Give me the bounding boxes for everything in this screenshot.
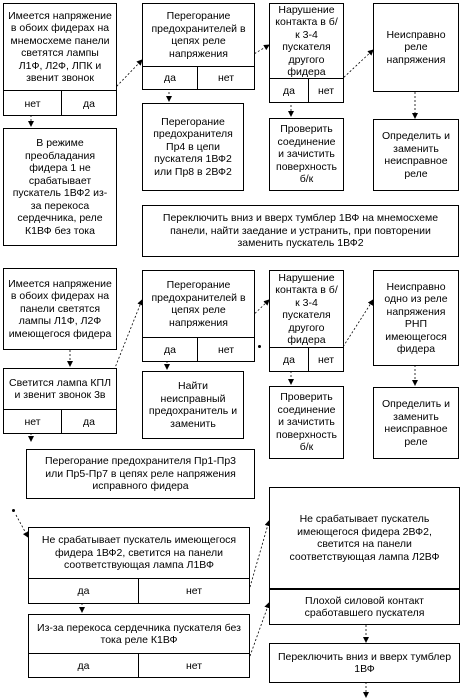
bottom-right-3-box (269, 643, 460, 683)
top-condition-3-no: нет (308, 78, 343, 102)
top-result-3-box (269, 118, 344, 191)
top-action-box (142, 205, 459, 257)
top-result-1-text: В режиме преобладания фидера 1 не срабатывает пускатель 1ВФ2 из-за перекоса сердечника, реле К1ВФ без тока (12, 137, 108, 237)
bottom-starter-no: нет (138, 578, 249, 603)
mid-condition-3-yes: да (270, 347, 308, 371)
mid-result-1-yes: да (61, 409, 116, 433)
bottom-fuse-box (26, 449, 255, 499)
top-condition-1-box (3, 3, 117, 116)
top-condition-2-yes: да (143, 66, 197, 89)
top-result-4-text: Определить и заменить неисправное реле (382, 130, 450, 180)
top-condition-3-box (269, 3, 344, 103)
mid-condition-2-yes: да (143, 337, 197, 361)
mid-result-3-box (269, 386, 344, 459)
bottom-core-yes: да (29, 653, 138, 677)
top-condition-2-box (142, 3, 255, 90)
mid-condition-4-text: Неисправно одно из реле напряжения РНП имеющегося фидера (384, 280, 448, 355)
mid-condition-2-text: Перегорание предохранителей в цепях реле напряжения (151, 279, 246, 329)
mid-condition-3-no: нет (308, 347, 343, 371)
top-result-1-box (3, 128, 117, 246)
mid-condition-2-box (142, 270, 255, 362)
top-action-text: Переключить вниз и вверх тумблер 1ВФ на мнемосхеме панели, найти заедание и устранить, при повторении заменить пускатель 1ВФ2 (162, 212, 439, 250)
top-condition-1-yes: да (61, 90, 116, 116)
bottom-fuse-text: Перегорание предохранителя Пр1-Пр3 или Пр5-Пр7 в цепях реле напряжения исправного фидера (44, 455, 237, 493)
bottom-right-2-text: Плохой силовой контакт сработавшего пускателя (304, 594, 425, 619)
junction-dot (258, 345, 261, 348)
top-condition-3-yes: да (270, 78, 308, 102)
mid-result-4-box (373, 387, 459, 459)
mid-result-1-no: нет (4, 409, 61, 433)
bottom-core-text: Из-за перекоса сердечника пускателя без тока реле К1ВФ (37, 621, 241, 646)
top-condition-1-text: Имеется напряжение в обоих фидерах на мнемосхеме панели светятся лампы Л1Ф, Л2Ф, ЛПК и звенит звонок (8, 9, 112, 84)
mid-condition-3-box (269, 270, 344, 372)
mid-condition-2-no: нет (197, 337, 254, 361)
mid-result-2-box (142, 371, 244, 439)
mid-condition-3-text: Нарушение контакта в б/к 3-4 пускателя другого фидера (275, 271, 338, 346)
bottom-right-3-text: Переключить вниз и вверх тумблер 1ВФ (277, 650, 452, 675)
mid-result-1-box (3, 368, 117, 434)
top-result-4-box (373, 119, 459, 191)
bottom-starter-text: Не срабатывает пускатель имеющегося фидера 1ВФ2, светится на панели соответствующая лампа Л1ВФ (41, 534, 237, 572)
bottom-starter-yes: да (29, 578, 138, 603)
bottom-core-box (28, 614, 250, 678)
top-result-2-text: Перегорание предохранителя Пр4 в цепи пускателя 1ВФ2 или Пр8 в 2ВФ2 (153, 115, 233, 178)
bottom-right-1-text: Не срабатывает пускатель имеющегося фидера 2ВФ2, светится на панели соответствующая лампа Л2ВФ (289, 513, 440, 563)
bottom-right-2-box (269, 589, 460, 625)
top-result-2-box (142, 103, 244, 191)
top-condition-1-no: нет (4, 90, 61, 116)
mid-condition-1-box (3, 268, 117, 350)
bottom-starter-box (28, 527, 250, 604)
top-condition-2-text: Перегорание предохранителей в цепях реле напряжения (151, 10, 246, 60)
mid-condition-1-text: Имеется напряжение в обоих фидерах на панели светятся лампы Л1Ф, Л2Ф имеющегося фидера (8, 277, 112, 340)
mid-result-2-text: Найти неисправный предохранитель и заменить (148, 380, 238, 430)
junction-dot (12, 509, 15, 512)
top-condition-2-no: нет (197, 66, 254, 89)
mid-result-3-text: Проверить соединение и зачистить поверхность б/к (276, 391, 337, 454)
mid-condition-4-box (373, 270, 459, 366)
top-condition-4-box (373, 3, 459, 92)
mid-result-1-text: Светится лампа КПЛ и звенит звонок 3в (9, 376, 111, 401)
bottom-right-1-box (269, 487, 460, 589)
mid-result-4-text: Определить и заменить неисправное реле (382, 398, 450, 448)
bottom-core-no: нет (138, 653, 249, 677)
top-result-3-text: Проверить соединение и зачистить поверхность б/к (276, 123, 337, 186)
top-condition-3-text: Нарушение контакта в б/к 3-4 пускателя другого фидера (275, 3, 338, 78)
top-condition-4-text: Неисправно реле напряжения (386, 28, 446, 66)
